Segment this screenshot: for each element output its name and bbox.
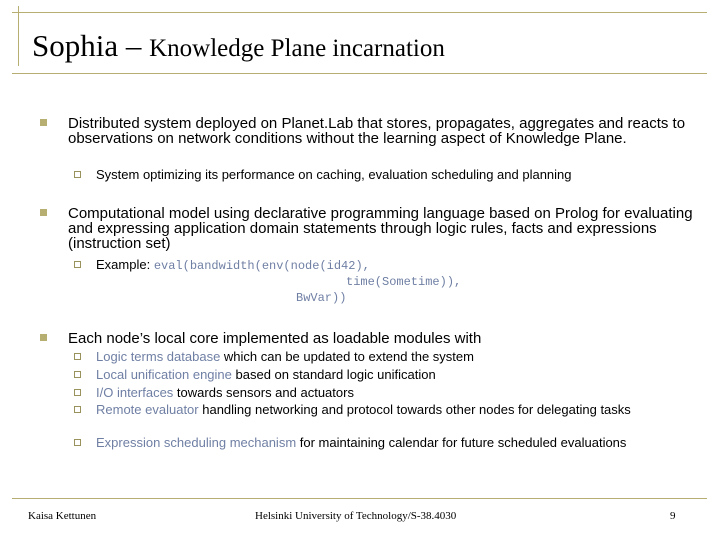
bullet-3 (68, 331, 698, 346)
hollow-square-icon (74, 261, 81, 268)
hollow-square-icon (74, 353, 81, 360)
code-line-1: eval(bandwidth(env(node(id42), (153, 259, 370, 273)
module-desc: handling networking and protocol towards other nodes for delegating tasks (198, 402, 631, 417)
bullet-3-sub-4 (96, 403, 706, 417)
example-label: Example: (96, 257, 154, 272)
hollow-square-icon (74, 439, 81, 446)
module-desc: for maintaining calendar for future scheduled evaluations (296, 435, 627, 450)
module-name: Local unification engine (96, 367, 232, 382)
code-line-3: BwVar)) (296, 291, 347, 305)
bullet-1-sub-1-text: System optimizing its performance on caching, evaluation scheduling and planning (96, 167, 572, 182)
title-underline (12, 73, 707, 74)
module-desc: which can be updated to extend the system (220, 349, 474, 364)
hollow-square-icon (74, 389, 81, 396)
bullet-square-icon (40, 209, 47, 216)
hollow-square-icon (74, 406, 81, 413)
hollow-square-icon (74, 371, 81, 378)
module-desc: based on standard logic unification (231, 367, 436, 382)
module-desc: towards sensors and actuators (173, 385, 354, 400)
bullet-2-sub-1 (96, 258, 706, 273)
left-border-line (18, 6, 19, 66)
bullet-1-text: Distributed system deployed on Planet.Lab that stores, propagates, aggregates and reacts to observations on network conditions without the learning aspect of Knowledge Plane. (68, 115, 686, 147)
bullet-1 (68, 116, 698, 146)
bullet-square-icon (40, 119, 47, 126)
bullet-square-icon (40, 334, 47, 341)
footer-author: Kaisa Kettunen (28, 510, 97, 522)
top-border-line (12, 12, 707, 13)
bullet-3-sub-5 (96, 436, 706, 450)
title-main: Sophia – (32, 28, 150, 63)
footer-line (12, 498, 707, 499)
bullet-3-sub-1 (96, 350, 706, 364)
code-line-2: time(Sometime)), (346, 275, 462, 289)
module-name: Expression scheduling mechanism (96, 435, 297, 450)
bullet-3-text: Each node’s local core implemented as loadable modules with (68, 330, 482, 347)
bullet-3-sub-2 (96, 368, 706, 382)
title-sub: Knowledge Plane incarnation (149, 35, 445, 62)
module-name: I/O interfaces (96, 385, 174, 400)
module-name: Logic terms database (96, 349, 221, 364)
bullet-3-sub-3 (96, 386, 706, 400)
hollow-square-icon (74, 171, 81, 178)
bullet-2 (68, 206, 698, 251)
module-name: Remote evaluator (96, 402, 199, 417)
footer-course: Helsinki University of Technology/S-38.4030 (255, 510, 457, 522)
bullet-2-text: Computational model using declarative programming language based on Prolog for evaluating and expressing application domain statements through logic rules, facts and expressions (instruction set) (68, 205, 693, 252)
slide-title (32, 28, 445, 67)
page-number: 9 (670, 510, 676, 522)
bullet-1-sub-1 (96, 168, 706, 182)
